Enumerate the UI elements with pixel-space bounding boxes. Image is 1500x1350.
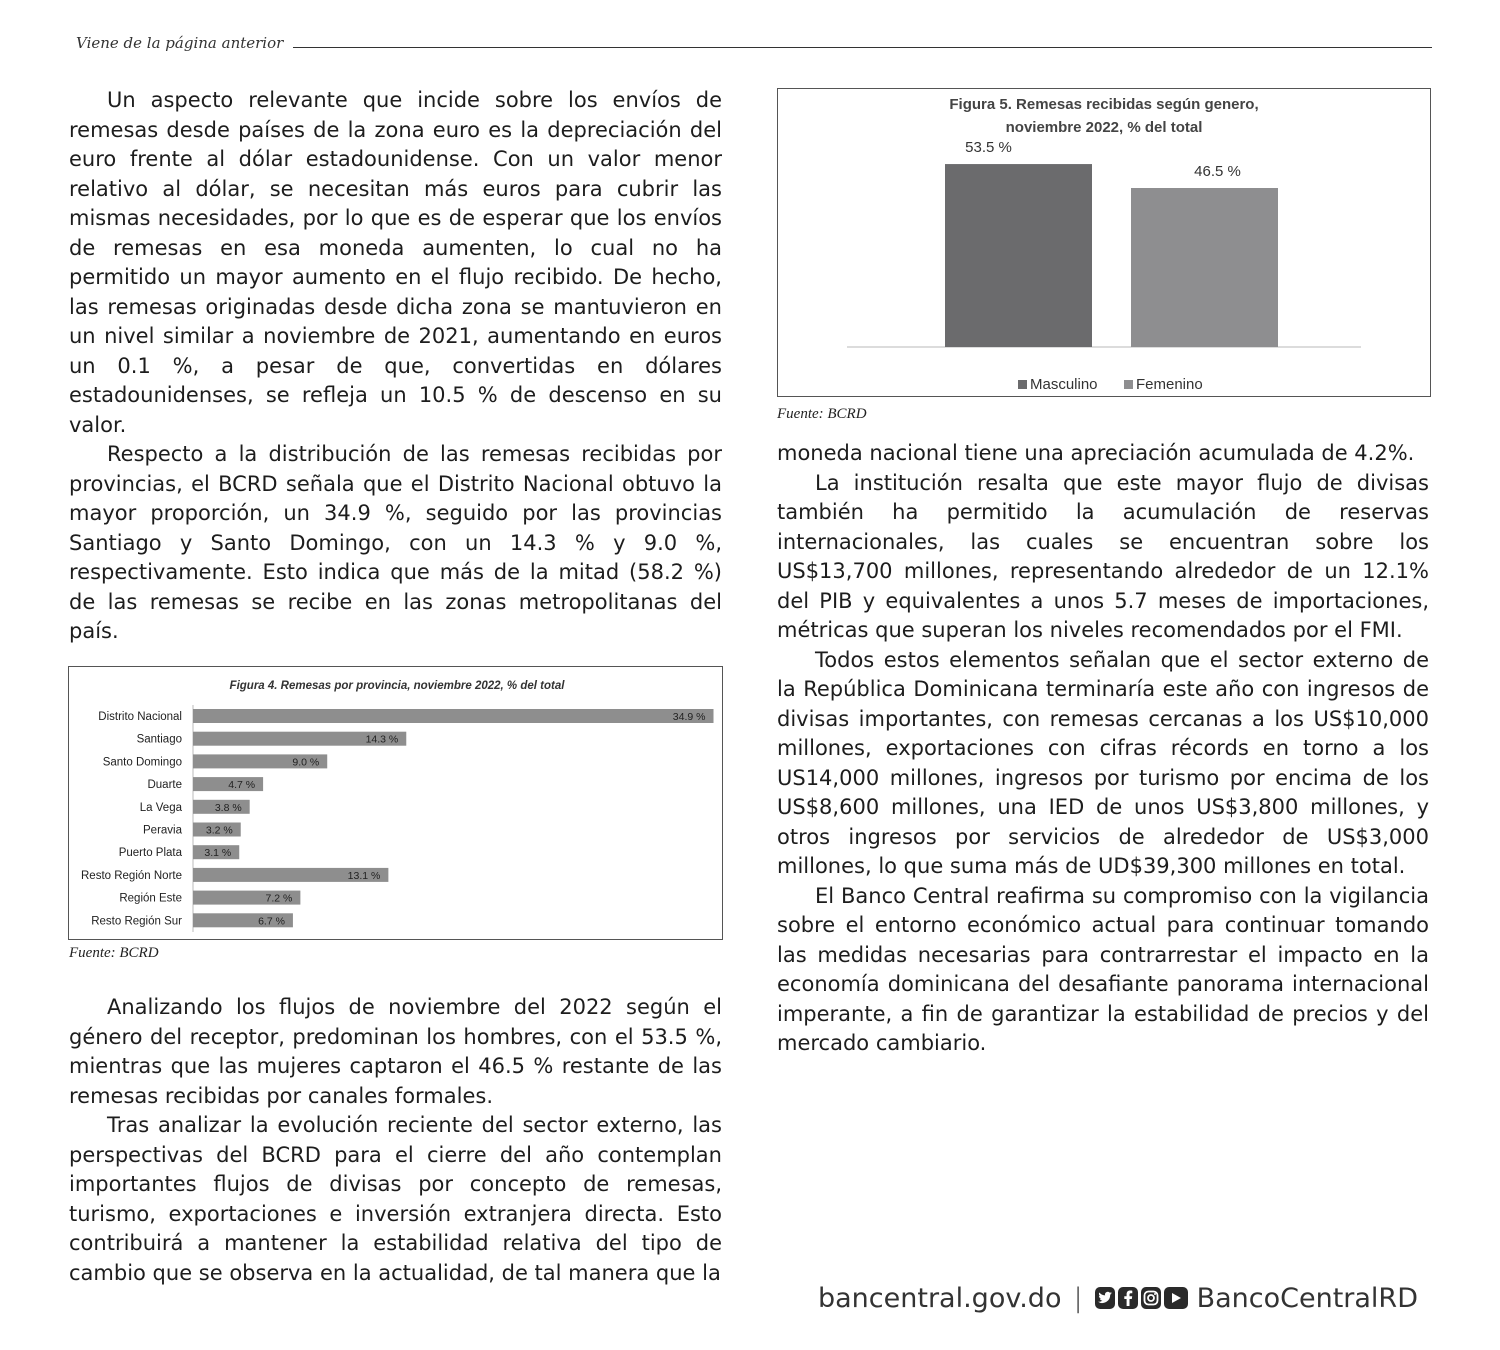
bar-value-label: 14.3 %	[365, 733, 399, 746]
paragraph: Respecto a la distribución de las remesas recibidas por provincias, el BCRD señala que el Distrito Nacional obtuvo la mayor proporción, un 34.9 %, seguido por las provincias Santiago y Santo Domingo, con un 14.3 % y 9.0 %, respectivamente. Esto indica que más de la mitad (58.2 %) de las remesas se recibe en las zonas metropolitanas del país.	[69, 442, 722, 643]
bar-value-label: 3.2 %	[205, 824, 233, 837]
website-link[interactable]: bancentral.gov.do	[818, 1282, 1062, 1314]
category-label: Duarte	[147, 779, 182, 792]
left-column-top	[69, 86, 722, 647]
figure-5-title-line1: Figura 5. Remesas recibidas según genero,	[949, 96, 1259, 113]
figure-5-chart	[777, 88, 1431, 397]
bar	[945, 164, 1092, 347]
paragraph: Analizando los flujos de noviembre del 2022 según el género del receptor, predominan los hombres, con el 53.5 %, mientras que las mujeres captaron el 46.5 % restante de las remesas recibidas por canales formales.	[69, 995, 722, 1108]
youtube-icon[interactable]	[1164, 1287, 1188, 1309]
bar-value-label: 13.1 %	[347, 869, 381, 882]
bar-value-label: 3.1 %	[204, 847, 232, 860]
legend-swatch	[1124, 380, 1133, 389]
bar-value-label: 3.8 %	[214, 801, 242, 814]
category-label: Distrito Nacional	[98, 711, 182, 723]
bar-value-label: 4.7 %	[228, 779, 256, 792]
figure-4-source: Fuente: BCRD	[69, 945, 159, 961]
figure-5-title-line2: noviembre 2022, % del total	[1005, 119, 1203, 136]
twitter-icon[interactable]	[1095, 1287, 1115, 1309]
bar	[193, 709, 714, 723]
header-rule	[293, 47, 1432, 48]
bar-value-label: 7.2 %	[265, 892, 293, 905]
right-column	[777, 439, 1429, 1059]
paragraph: Un aspecto relevante que incide sobre los envíos de remesas desde países de la zona euro es la depreciación del euro frente al dólar estadounidense. Con un valor menor relativo al dólar, se necesitan más euros para cubrir las mismas necesidades, por lo que es de esperar que los envíos de remesas en esa moneda aumenten, lo cual no ha permitido un mayor aumento en el flujo recibido. De hecho, las remesas originadas desde dicha zona se mantuvieron en un nivel similar a noviembre de 2021, aumentando en euros un 0.1 %, a pesar de que, convertidas en dólares estadounidenses, se refleja un 10.5 % de descenso en su valor.	[69, 88, 722, 437]
continued-label: Viene de la página anterior	[76, 34, 284, 52]
category-label: Resto Región Sur	[91, 915, 182, 928]
footer	[818, 1276, 1418, 1320]
figure-4-chart	[68, 666, 723, 940]
category-label: Puerto Plata	[118, 847, 182, 860]
running-header	[76, 34, 1432, 52]
paragraph: Tras analizar la evolución reciente del sector externo, las perspectivas del BCRD para el cierre del año contemplan importantes flujos de divisas por concepto de remesas, turismo, exportaciones e inversión extranjera directa. Esto contribuirá a mantener la estabilidad relativa del tipo de cambio que se observa en la actualidad, de tal manera que la	[69, 1113, 722, 1285]
figure-5-title	[778, 93, 1430, 139]
category-label: Peravia	[143, 824, 182, 837]
category-label: Santiago	[136, 733, 182, 746]
facebook-icon[interactable]	[1118, 1287, 1138, 1309]
figure-5-svg	[778, 135, 1430, 395]
paragraph: La institución resalta que este mayor flujo de divisas también ha permitido la acumulación de reservas internacionales, las cuales se encuentran sobre los US$13,700 millones, representando alrededor de un 12.1% del PIB y equivalentes a unos 5.7 meses de importaciones, métricas que superan los niveles recomendados por el FMI.	[777, 470, 1429, 642]
figure-5-source: Fuente: BCRD	[777, 406, 867, 422]
footer-separator: |	[1073, 1282, 1083, 1314]
paragraph: moneda nacional tiene una apreciación acumulada de 4.2%.	[777, 441, 1415, 465]
social-handle[interactable]: BancoCentralRD	[1196, 1282, 1418, 1314]
bar-value-label: 6.7 %	[258, 915, 285, 928]
category-label: Región Este	[119, 892, 182, 905]
bar-value-label: 9.0 %	[292, 756, 320, 769]
legend-label: Femenino	[1136, 376, 1203, 393]
legend-swatch	[1018, 380, 1027, 389]
left-column-bottom	[69, 993, 722, 1288]
bar-value-label: 46.5 %	[1194, 163, 1241, 180]
bar	[1131, 188, 1278, 347]
category-label: Santo Domingo	[102, 756, 182, 769]
category-label: La Vega	[139, 801, 182, 814]
legend-label: Masculino	[1030, 376, 1098, 393]
bar-value-label: 53.5 %	[965, 139, 1012, 157]
figure-4-title: Figura 4. Remesas por provincia, noviembre 2022, % del total	[229, 680, 565, 692]
paragraph: El Banco Central reafirma su compromiso con la vigilancia sobre el entorno económico actual para continuar tomando las medidas necesarias para contrarrestar el impacto en la economía dominicana del desafiante panorama internacional imperante, a fin de garantizar la estabilidad de precios y del mercado cambiario.	[777, 883, 1429, 1055]
paragraph: Todos estos elementos señalan que el sector externo de la República Dominicana terminaría este año con ingresos de divisas importantes, con remesas cercanas a los US$10,000 millones, exportaciones con cifras récords en torno a los US14,000 millones, ingresos por turismo por encima de los US$8,600 millones, una IED de unos US$3,800 millones, y otros ingresos por servicios de alrededor de US$3,000 millones, lo que suma más de UD$39,300 millones en total.	[777, 647, 1429, 878]
category-label: Resto Región Norte	[81, 869, 182, 882]
figure-4-svg	[69, 667, 722, 939]
bar-value-label: 34.9 %	[672, 711, 706, 723]
instagram-icon[interactable]	[1141, 1287, 1161, 1309]
